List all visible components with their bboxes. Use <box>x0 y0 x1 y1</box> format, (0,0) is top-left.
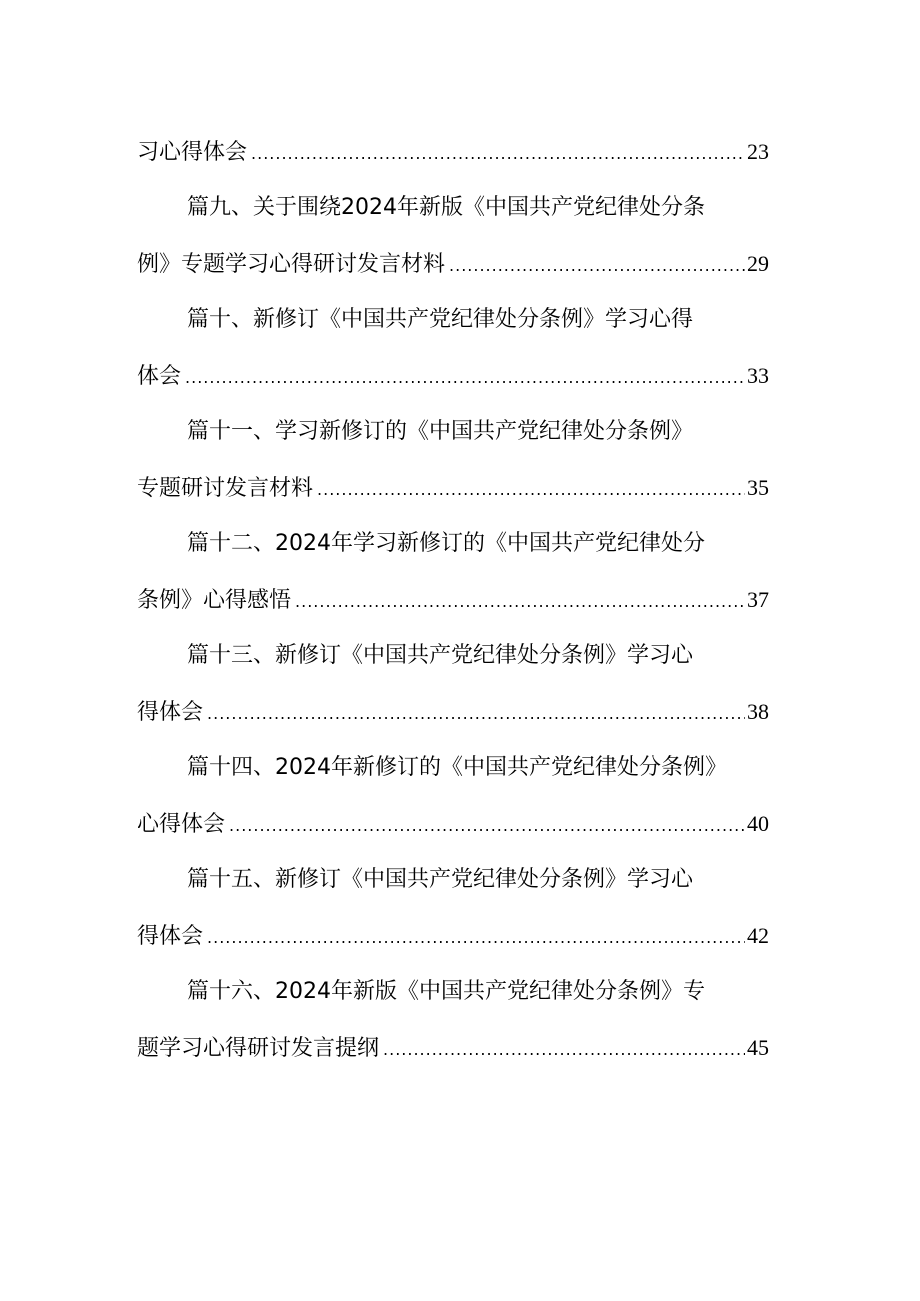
toc-leader-dots <box>449 238 745 292</box>
toc-entry-end-line <box>137 348 769 404</box>
toc-leader-dots <box>295 574 745 628</box>
toc-leader-dots <box>251 126 745 180</box>
toc-leader-dots <box>229 798 745 852</box>
toc-entry-title-line: 篇十四、2024年新修订的《中国共产党纪律处分条例》 <box>187 755 727 780</box>
toc-entry-title-line: 篇十、新修订《中国共产党纪律处分条例》学习心得 <box>187 307 694 332</box>
toc-page-number: 38 <box>747 699 769 724</box>
toc-entry-text: 体会 <box>137 364 182 389</box>
toc-entry-end-line <box>137 572 769 628</box>
toc-entry-end-line <box>137 460 769 516</box>
toc-page-number: 45 <box>747 1035 769 1060</box>
toc-entry-end-line <box>137 908 769 964</box>
toc-entry-end-line <box>137 1020 769 1076</box>
toc-entry-end-line <box>137 684 769 740</box>
toc-leader-dots <box>383 1022 745 1076</box>
toc-page-number: 35 <box>747 475 769 500</box>
toc-entry-text: 得体会 <box>137 924 204 949</box>
toc-leader-dots <box>207 686 745 740</box>
toc-entry-title-line: 篇十五、新修订《中国共产党纪律处分条例》学习心 <box>187 867 694 892</box>
toc-page-number: 33 <box>747 363 769 388</box>
toc-leader-dots <box>317 462 745 516</box>
toc-page-number: 37 <box>747 587 769 612</box>
toc-entry-title-line: 篇十六、2024年新版《中国共产党纪律处分条例》专 <box>187 979 705 1004</box>
toc-page-number: 23 <box>747 139 769 164</box>
toc-leader-dots <box>207 910 745 964</box>
toc-entry-text: 心得体会 <box>137 812 226 837</box>
toc-entry-text: 得体会 <box>137 700 204 725</box>
toc-entry-title-line: 篇九、关于围绕2024年新版《中国共产党纪律处分条 <box>187 195 705 220</box>
toc-page-number: 42 <box>747 923 769 948</box>
toc-entry-text: 题学习心得研讨发言提纲 <box>137 1036 380 1061</box>
toc-page-number: 40 <box>747 811 769 836</box>
toc-entry-title-line: 篇十二、2024年学习新修订的《中国共产党纪律处分 <box>187 531 705 556</box>
toc-entry-text: 例》专题学习心得研讨发言材料 <box>137 252 446 277</box>
toc-page-number: 29 <box>747 251 769 276</box>
toc-entry-text: 专题研讨发言材料 <box>137 476 314 501</box>
toc-entry-end-line <box>137 124 769 180</box>
toc-entry-title-line: 篇十一、学习新修订的《中国共产党纪律处分条例》 <box>187 419 694 444</box>
toc-entry-end-line <box>137 236 769 292</box>
toc-entry-text: 条例》心得感悟 <box>137 588 292 613</box>
toc-leader-dots <box>185 350 745 404</box>
toc-entry-title-line: 篇十三、新修订《中国共产党纪律处分条例》学习心 <box>187 643 694 668</box>
toc-entry-text: 习心得体会 <box>137 140 248 165</box>
table-of-contents <box>137 124 777 1076</box>
toc-entry-end-line <box>137 796 769 852</box>
